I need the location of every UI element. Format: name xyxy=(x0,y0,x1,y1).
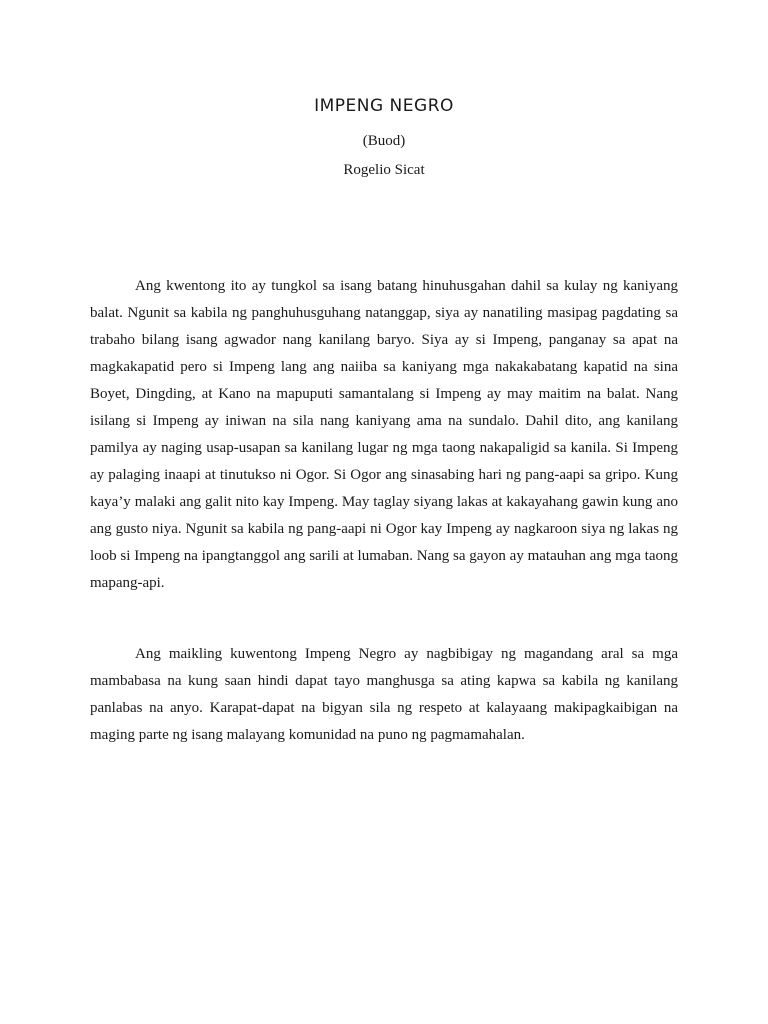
document-subtitle: (Buod) xyxy=(362,133,406,149)
paragraph-lesson: Ang maikling kuwentong Impeng Negro ay nagbibigay ng magandang aral sa mga mambabasa na kung saan hindi dapat tayo manghusga sa ating kapwa sa kabila ng kanilang panlabas na anyo. Karapat-dapat na bigyan sila ng respeto at kalayaang makipagkaibigan na maging parte ng isang malayang komunidad na puno ng pagmamahalan. xyxy=(90,646,678,743)
document-author: Rogelio Sicat xyxy=(343,162,425,178)
paragraph-summary: Ang kwentong ito ay tungkol sa isang batang hinuhusgahan dahil sa kulay ng kaniyang balat. Ngunit sa kabila ng panghuhusguhang natanggap, siya ay nanatiling masipag pagdating sa trabaho bilang isang agwador nang kanilang baryo. Siya ay si Impeng, panganay sa apat na magkakapatid pero si Impeng lang ang naiiba sa kaniyang mga nakakabatang kapatid na sina Boyet, Dingding, at Kano na mapuputi samantalang si Impeng ay may maitim na balat. Nang isilang si Impeng ay iniwan na sila nang kaniyang ama na sundalo. Dahil dito, ang kanilang pamilya ay naging usap-usapan sa kanilang lugar ng mga taong nakapaligid sa kanila. Si Impeng ay palaging inaapi at tinutukso ni Ogor. Si Ogor ang sinasabing hari ng pang-aapi sa gripo. Kung kaya’y malaki ang galit nito kay Impeng. May taglay siyang lakas at kakayahang gawin kung ano ang gusto niya. Ngunit sa kabila ng pang-aapi ni Ogor kay Impeng ay nagkaroon siya ng lakas ng loob si Impeng na ipangtanggol ang sarili at lumaban. Nang sa gayon ay matauhan ang mga taong mapang-api. xyxy=(90,278,678,591)
document-title: IMPENG NEGRO xyxy=(314,96,454,116)
